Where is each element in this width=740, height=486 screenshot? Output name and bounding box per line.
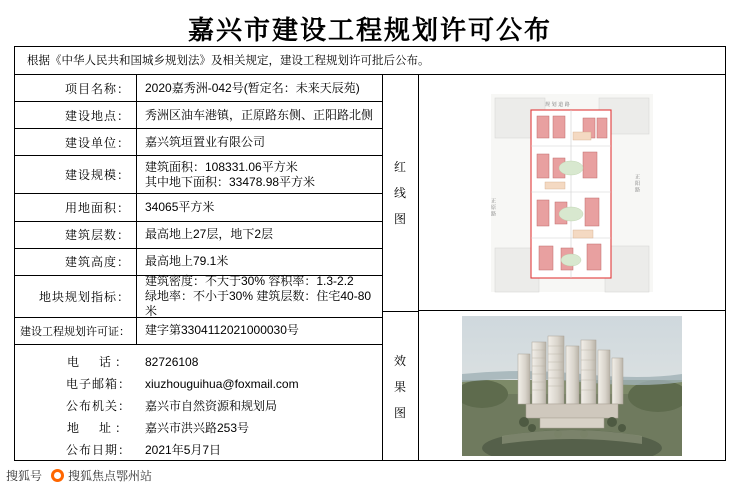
row-value-line: 最高地上27层，地下2层 — [145, 227, 274, 242]
contact-row — [15, 439, 382, 461]
row-value — [137, 129, 382, 155]
image-labels-column — [383, 75, 419, 461]
table-row — [15, 156, 382, 194]
row-value-line: 建筑面积：108331.06平方米 — [145, 159, 298, 174]
rendering-image-cell — [419, 311, 725, 460]
row-value — [137, 102, 382, 128]
site-plan-image-cell — [419, 75, 725, 311]
notice-frame — [14, 46, 726, 461]
sohu-brand-label: 搜狐焦点鄂州站 — [68, 468, 153, 483]
footer-watermark — [0, 464, 740, 486]
row-value-line: 最高地上79.1米 — [145, 254, 229, 269]
row-value-line: 34065平方米 — [145, 199, 215, 214]
row-value — [137, 75, 382, 101]
site-plan-label-char: 红 — [393, 160, 407, 174]
row-value — [137, 273, 382, 318]
table-row — [15, 318, 382, 345]
row-value-line: 其中地下面积：33478.98平方米 — [145, 174, 316, 189]
contact-key: 公布日期： — [65, 443, 131, 458]
sohu-logo-icon — [51, 469, 64, 482]
contact-value: 嘉兴市自然资源和规划局 — [145, 399, 278, 414]
images-column — [419, 75, 725, 461]
contact-key: 公布机关： — [65, 399, 131, 414]
contact-key: 电 话： — [66, 355, 131, 370]
row-value — [137, 318, 382, 344]
notice-body — [15, 75, 725, 461]
rendering-label — [383, 312, 418, 461]
row-label: 建设单位： — [15, 129, 137, 155]
row-label: 用地面积： — [15, 194, 137, 220]
intro-text: 根据《中华人民共和国城乡规划法》及相关规定，建设工程规划许可批后公布。 — [15, 47, 725, 75]
rendering-label-char: 图 — [393, 405, 407, 420]
table-row — [15, 222, 382, 249]
rendering-label-char: 效 — [393, 353, 407, 368]
row-value-line: 秀洲区油车港镇，正原路东侧、正阳路北侧 — [145, 107, 374, 122]
row-value — [137, 249, 382, 275]
table-row — [15, 273, 382, 318]
row-value-line: 建筑密度：不大于30% 容积率：1.3-2.2 — [145, 273, 354, 288]
svg-text:正 阳 路: 正 阳 路 — [634, 173, 640, 192]
contact-value: 82726108 — [145, 354, 199, 369]
info-table — [15, 75, 383, 461]
row-value — [137, 194, 382, 220]
contact-row — [15, 351, 382, 373]
contact-row — [15, 417, 382, 439]
row-value — [137, 156, 382, 193]
row-value — [137, 222, 382, 248]
svg-text:正 原 路: 正 原 路 — [490, 197, 496, 216]
rendering-label-char: 果 — [393, 379, 407, 394]
contact-key: 电子邮箱： — [65, 377, 131, 392]
contact-value: 2021年5月7日 — [145, 443, 222, 458]
table-row — [15, 102, 382, 129]
sohu-account-mark — [6, 467, 42, 484]
row-label: 建筑高度： — [15, 249, 137, 275]
rendering-image — [462, 316, 682, 456]
table-row — [15, 194, 382, 221]
row-label: 建设地点： — [15, 102, 137, 128]
contact-row — [15, 373, 382, 395]
sohu-brand-mark — [51, 467, 152, 484]
sohu-label: 搜狐号 — [6, 468, 43, 483]
row-label: 地块规划指标： — [15, 276, 137, 317]
site-plan-image — [487, 88, 657, 298]
row-label: 建设工程规划许可证： — [15, 318, 137, 344]
table-row — [15, 249, 382, 276]
svg-text:规 划 道 路: 规 划 道 路 — [545, 101, 570, 108]
site-plan-label-char: 线 — [393, 186, 407, 200]
row-value-line: 2020嘉秀洲-042号(暂定名：未来天辰苑) — [145, 80, 360, 95]
row-label: 建设规模： — [15, 156, 137, 193]
contact-key: 地 址： — [66, 421, 131, 436]
site-plan-label — [383, 75, 418, 312]
row-value-line: 建字第3304112021000030号 — [145, 323, 299, 338]
site-plan-label-char: 图 — [393, 212, 407, 226]
row-value-line: 绿地率：不小于30% 建筑层数：住宅40-80米 — [145, 288, 372, 318]
page-title: 嘉兴市建设工程规划许可公布 — [187, 16, 552, 45]
contact-block — [15, 345, 382, 461]
row-value-line: 嘉兴筑垣置业有限公司 — [145, 134, 266, 149]
row-label: 项目名称： — [15, 75, 137, 101]
contact-value[interactable]: xiuzhouguihua@foxmail.com — [145, 376, 299, 391]
table-row — [15, 129, 382, 156]
contact-value: 嘉兴市洪兴路253号 — [145, 421, 250, 436]
row-label: 建筑层数： — [15, 222, 137, 248]
table-row — [15, 75, 382, 102]
contact-row — [15, 395, 382, 417]
